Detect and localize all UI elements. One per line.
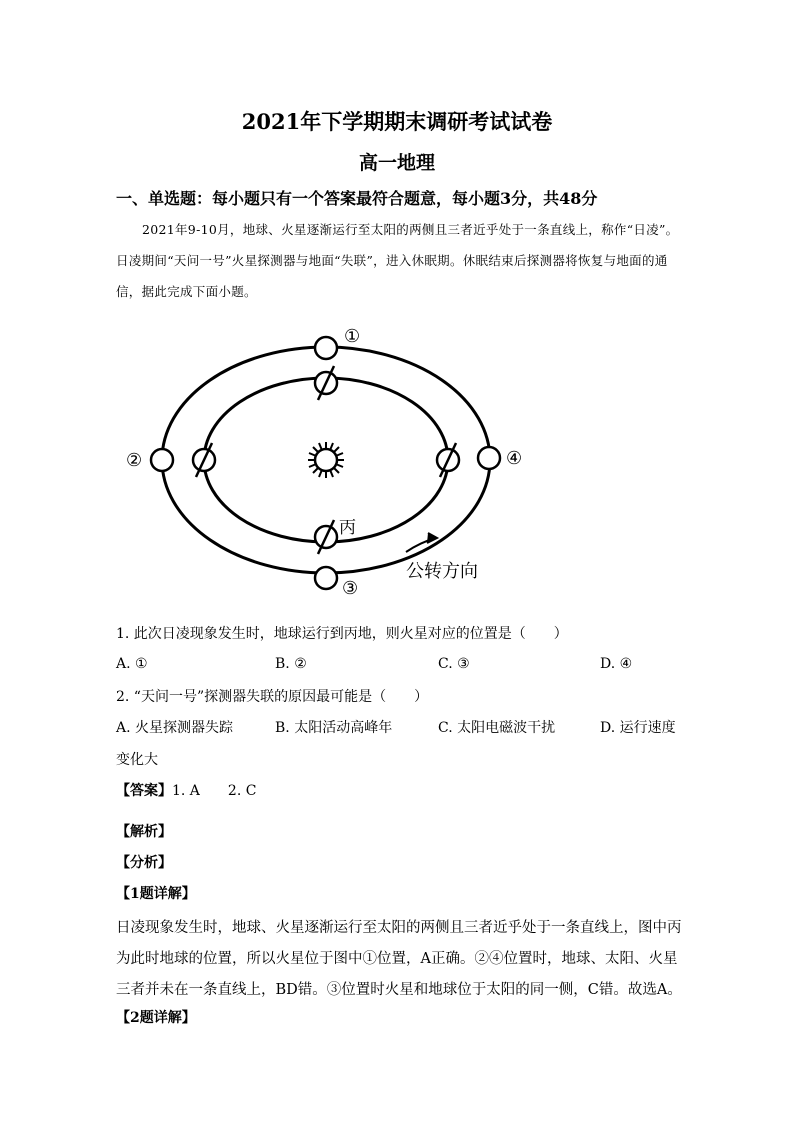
- q2-option-b[interactable]: B. 太阳活动高峰年: [275, 720, 393, 736]
- detail-1-text: 日凌现象发生时，地球、火星逐渐运行至太阳的两侧且三者近乎处于一条直线上，图中丙为此时地球的位置，所以火星位于图中①位置，A正确。②④位置时，地球、太阳、火星三者并未在一条直线上，BD错。③位置时火星和地球位于太阳的同一侧，C错。故选A。: [116, 920, 682, 998]
- mars-position-2: [151, 449, 173, 471]
- q1-option-a[interactable]: A. ①: [116, 656, 148, 672]
- mars-position-3: [315, 567, 337, 589]
- direction-label: 公转方向: [406, 561, 478, 581]
- detail-1-label: 【1题详解】: [116, 886, 196, 902]
- q1-option-b[interactable]: B. ②: [275, 656, 307, 672]
- label-3: ③: [342, 578, 359, 599]
- page-title: 2021年下学期期末调研考试试卷: [241, 109, 553, 134]
- label-bing: 丙: [339, 518, 356, 538]
- q1-option-c[interactable]: C. ③: [438, 656, 470, 672]
- q2-option-a[interactable]: A. 火星探测器失踪: [116, 720, 234, 736]
- label-1: ①: [344, 326, 361, 347]
- q1-option-d[interactable]: D. ④: [600, 656, 633, 672]
- sun-icon: [308, 442, 344, 478]
- earth-position-right: [437, 443, 459, 477]
- question-2-text: 2. “天问一号”探测器失联的原因最可能是（ ）: [116, 689, 429, 705]
- earth-position-top: [315, 366, 337, 400]
- q2-option-c[interactable]: C. 太阳电磁波干扰: [438, 720, 556, 736]
- page-subtitle: 高一地理: [358, 152, 435, 174]
- earth-position-bing: [315, 520, 337, 554]
- section-heading: 一、单选题：每小题只有一个答案最符合题意，每小题3分，共48分: [116, 189, 598, 208]
- q2-option-d-continued: 变化大: [116, 752, 158, 768]
- intro-paragraph: 2021年9-10月，地球、火星逐渐运行至太阳的两侧且三者近乎处于一条直线上，称作“日凌”。日凌期间“天问一号”火星探测器与地面“失联”，进入休眠期。休眠结束后探测器将恢复与地面的通信，据此完成下面小题。: [116, 222, 679, 299]
- question-1-text: 1. 此次日凌现象发生时，地球运行到丙地，则火星对应的位置是（ ）: [116, 626, 568, 642]
- revolution-arrow-icon: [406, 533, 437, 552]
- analysis-label: 【解析】: [116, 824, 172, 840]
- detail-2-label: 【2题详解】: [116, 1010, 196, 1026]
- earth-position-left: [193, 443, 215, 477]
- answer-label: 【答案】: [116, 783, 172, 799]
- orbit-diagram: [116, 318, 536, 608]
- mars-position-4: [478, 447, 500, 469]
- answer-text: 1. A 2. C: [172, 783, 257, 799]
- mars-position-1: [315, 337, 337, 359]
- q2-option-d[interactable]: D. 运行速度: [600, 720, 676, 736]
- label-2: ②: [126, 450, 143, 471]
- answer-line: [116, 780, 256, 800]
- label-4: ④: [506, 448, 523, 469]
- fenxi-label: 【分析】: [116, 855, 172, 871]
